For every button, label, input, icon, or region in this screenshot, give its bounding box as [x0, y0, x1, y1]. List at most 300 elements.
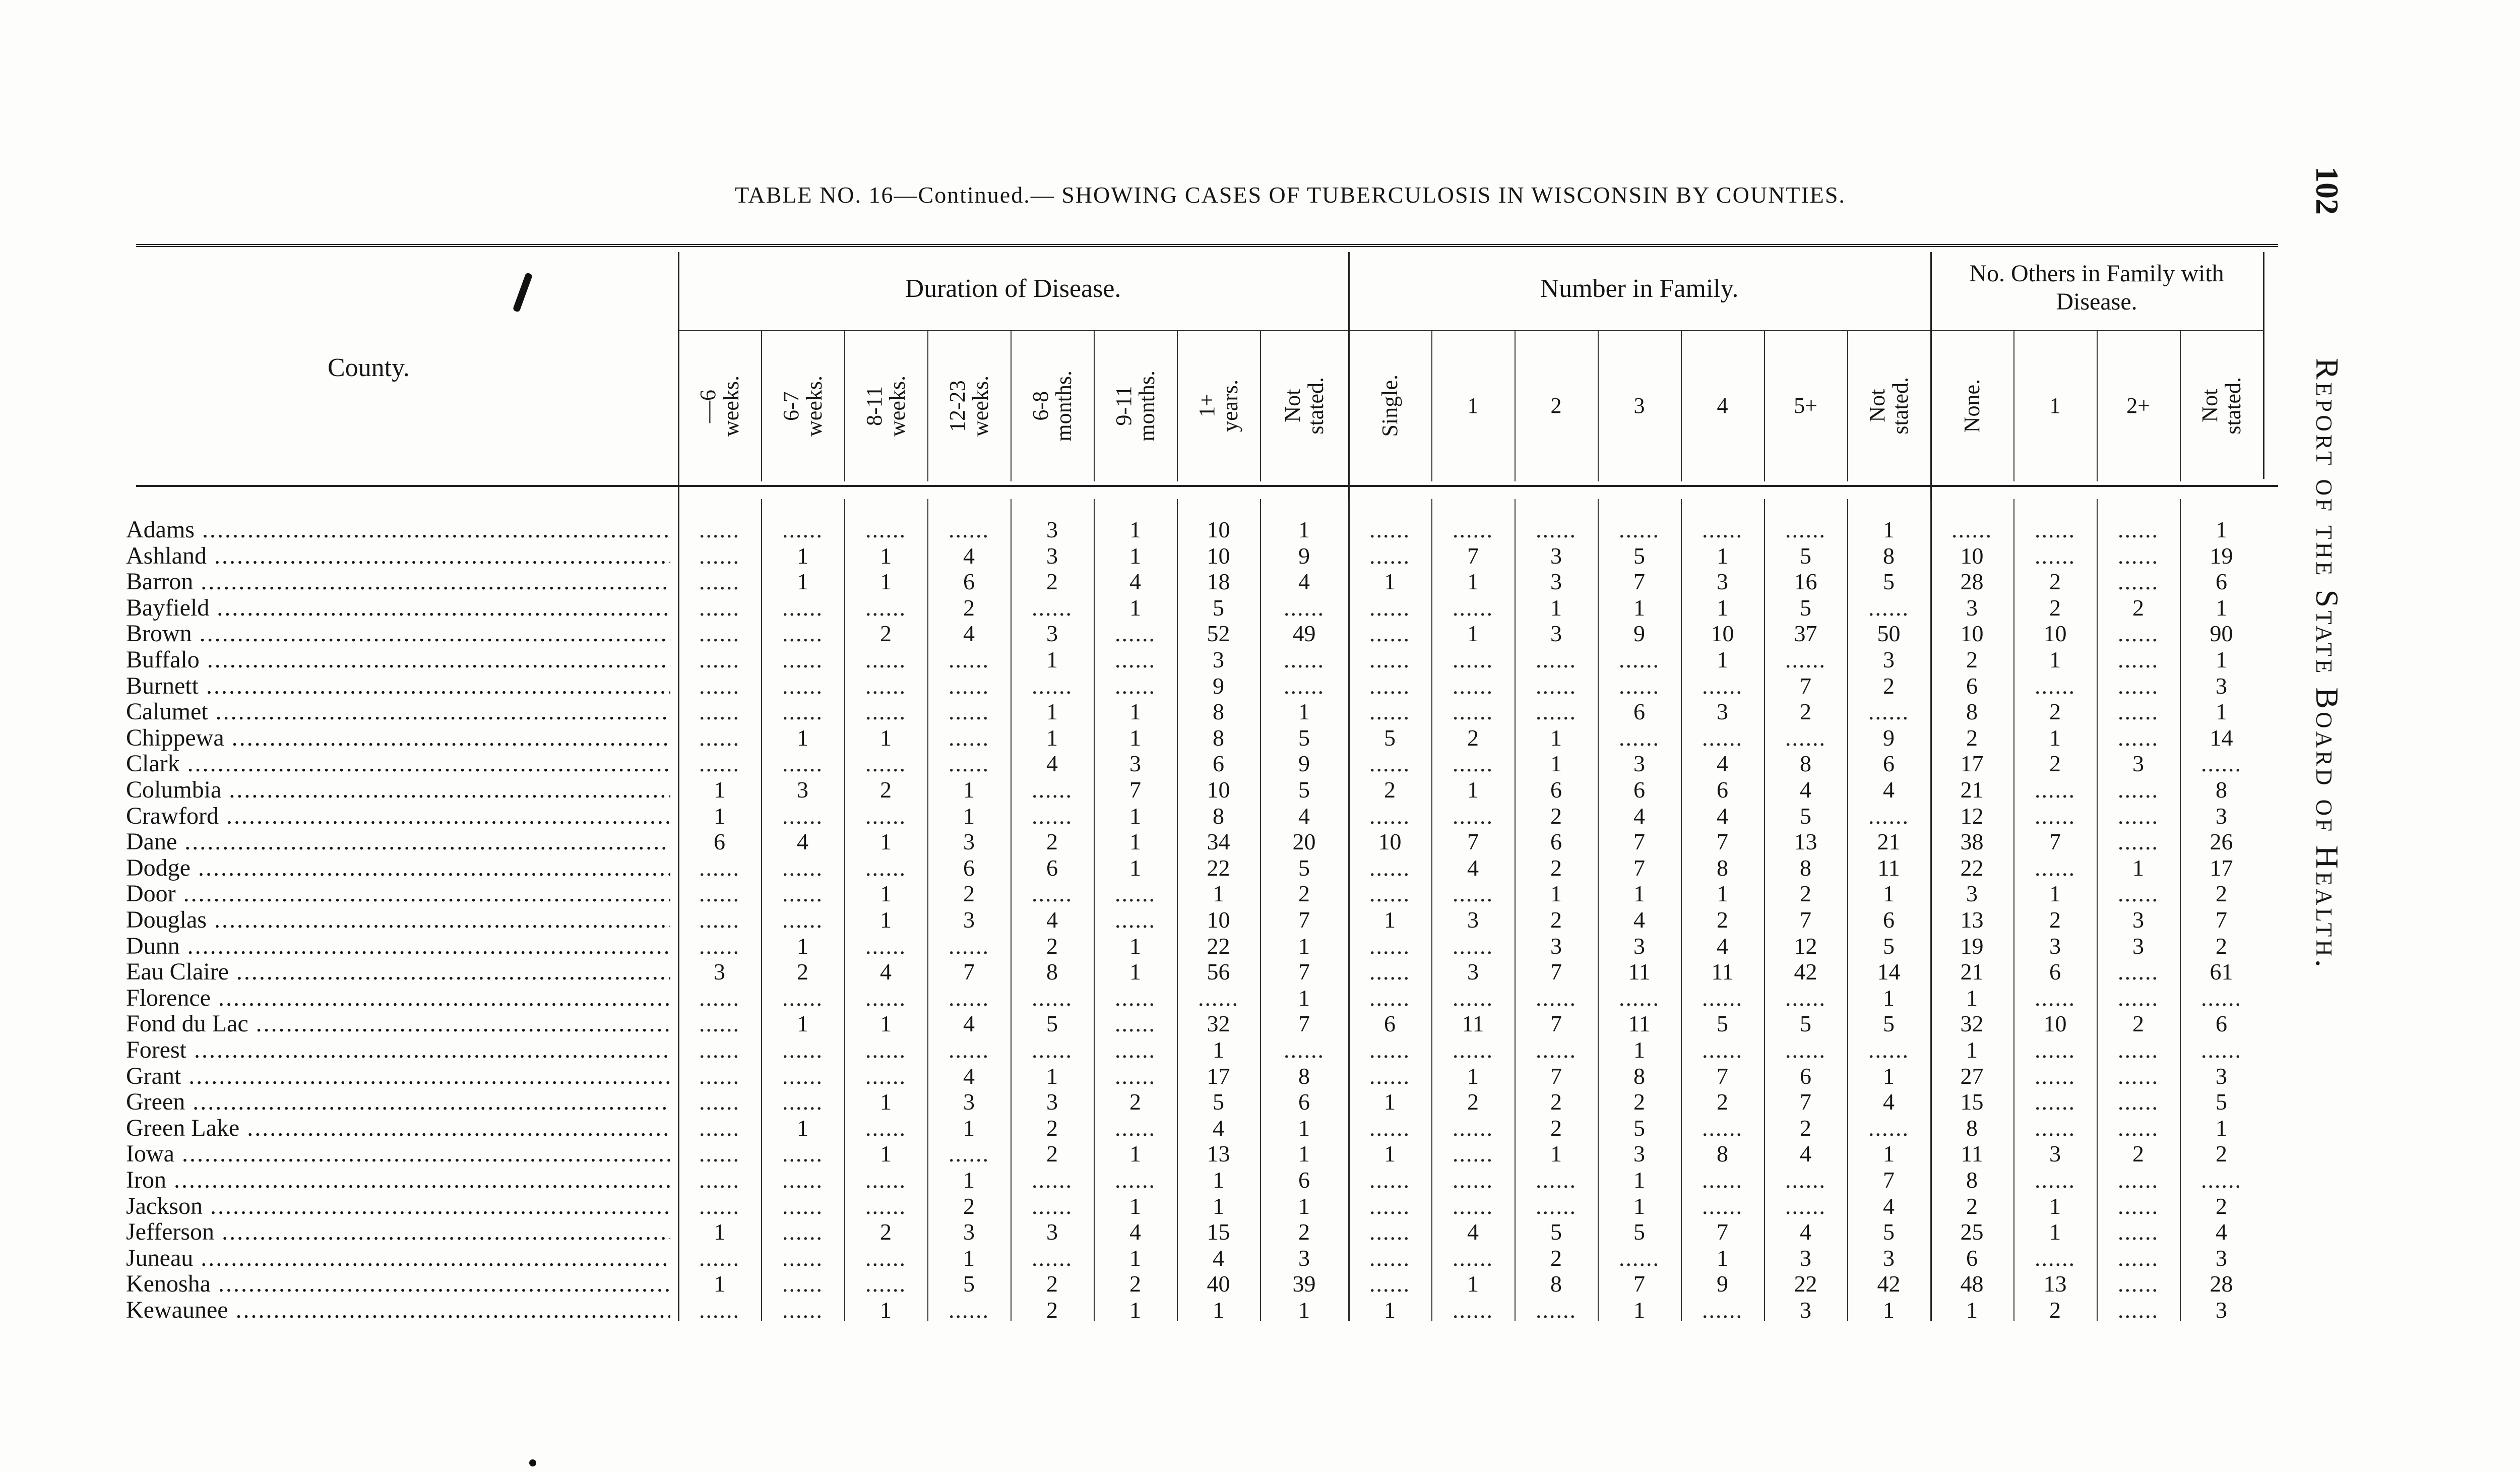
table-cell: 3 — [963, 1219, 975, 1245]
table-cell: 2 — [2049, 699, 2061, 725]
table-cell: ...... — [2118, 621, 2159, 647]
table-cell: 37 — [1794, 621, 1817, 647]
column-rule — [1598, 330, 1599, 481]
table-cell: 1 — [1298, 985, 1310, 1011]
column-header — [1515, 333, 1598, 479]
column-header — [761, 333, 844, 479]
table-cell: 10 — [1960, 621, 1984, 647]
table-cell: 3 — [2216, 1063, 2227, 1089]
table-cell: 3 — [1633, 1141, 1645, 1167]
table-cell: 6 — [1883, 907, 1895, 933]
table-cell: 1 — [1384, 907, 1396, 933]
table-cell: 5 — [1800, 1011, 1811, 1037]
table-cell: 1 — [1129, 594, 1141, 621]
table-cell: ...... — [1369, 1271, 1410, 1297]
table-cell: 2 — [1550, 803, 1562, 829]
table-cell: ...... — [2201, 751, 2242, 777]
body-column-rule — [927, 499, 928, 1321]
table-cell: 7 — [1298, 907, 1310, 933]
table-cell: ...... — [1453, 699, 1493, 725]
table-cell: ...... — [699, 542, 740, 569]
table-cell: 1 — [1467, 569, 1479, 595]
table-cell: 2 — [880, 777, 892, 803]
table-cell: ...... — [2035, 1063, 2075, 1089]
column-header-label: 2+ — [2126, 393, 2150, 418]
county-name: Jackson ..... — [126, 1193, 670, 1219]
table-cell: ...... — [1369, 1037, 1410, 1063]
table-cell: 2 — [2049, 1297, 2061, 1323]
ink-speck — [529, 1459, 536, 1466]
table-cell: ...... — [2118, 985, 2159, 1011]
table-cell: 4 — [1800, 777, 1811, 803]
table-cell: 4 — [1717, 933, 1728, 959]
table-cell: 34 — [1207, 829, 1230, 855]
table-cell: 2 — [1467, 724, 1479, 751]
table-cell: 1 — [1298, 699, 1310, 725]
table-cell: ...... — [1032, 985, 1073, 1011]
table-cell: ...... — [1198, 985, 1239, 1011]
column-header — [2180, 333, 2263, 479]
table-cell: ...... — [1369, 672, 1410, 699]
table-cell: 1 — [1467, 621, 1479, 647]
table-cell: 2 — [963, 881, 975, 907]
table-cell: 3 — [1800, 1245, 1811, 1271]
table-cell: 1 — [797, 1115, 808, 1141]
table-cell: ...... — [2118, 1271, 2159, 1297]
county-name: Fond du Lac ..... — [126, 1011, 670, 1037]
table-cell: 4 — [1633, 803, 1645, 829]
table-cell: 48 — [1960, 1271, 1984, 1297]
table-cell: 1 — [2049, 724, 2061, 751]
table-cell: ...... — [865, 672, 906, 699]
table-cell: 1 — [1046, 724, 1058, 751]
table-cell: ...... — [865, 647, 906, 672]
county-name: Iron ..... — [126, 1167, 670, 1193]
column-header-label: 1+ years. — [1194, 380, 1242, 432]
body-column-rule — [844, 499, 845, 1321]
table-cell: ...... — [865, 517, 906, 542]
table-cell: ...... — [2201, 1037, 2242, 1063]
table-row — [0, 1115, 2278, 1141]
table-cell: ...... — [1453, 1297, 1493, 1323]
column-rule — [844, 330, 845, 481]
table-cell: ...... — [2118, 1115, 2159, 1141]
table-cell: 4 — [963, 542, 975, 569]
column-rule — [761, 330, 762, 481]
table-cell: 9 — [1633, 621, 1645, 647]
table-cell: 1 — [1384, 1297, 1396, 1323]
county-name: Jefferson ..... — [126, 1219, 670, 1245]
table-cell: 1 — [1129, 829, 1141, 855]
table-cell: ...... — [1702, 517, 1743, 542]
table-cell: 2 — [1046, 1271, 1058, 1297]
county-header: County. — [328, 353, 410, 382]
table-cell: 3 — [1633, 751, 1645, 777]
table-cell: ...... — [1702, 672, 1743, 699]
table-cell: ...... — [1785, 1193, 1826, 1219]
table-cell: ...... — [1453, 1245, 1493, 1271]
table-cell: 2 — [1717, 907, 1728, 933]
table-cell: ...... — [699, 933, 740, 959]
table-cell: ...... — [1032, 881, 1073, 907]
table-cell: ...... — [865, 985, 906, 1011]
column-rule — [1260, 330, 1261, 481]
table-row — [0, 1063, 2278, 1089]
table-cell: ...... — [949, 1297, 989, 1323]
table-cell: ...... — [865, 1193, 906, 1219]
table-cell: 2 — [2049, 569, 2061, 595]
table-cell: 25 — [1960, 1219, 1984, 1245]
running-head — [2288, 166, 2389, 1225]
table-cell: ...... — [1619, 517, 1660, 542]
table-cell: 1 — [1883, 1297, 1895, 1323]
table-cell: 3 — [1966, 594, 1978, 621]
table-cell: 6 — [1550, 829, 1562, 855]
table-row — [0, 517, 2278, 543]
table-cell: 1 — [1129, 1193, 1141, 1219]
county-name: Brown ..... — [126, 621, 670, 647]
table-cell: 2 — [2049, 594, 2061, 621]
table-cell: ...... — [1115, 907, 1156, 933]
body-column-rule — [1930, 499, 1931, 1321]
table-cell: 11 — [1877, 854, 1900, 881]
table-cell: ...... — [699, 647, 740, 672]
table-row — [0, 1219, 2278, 1245]
table-cell: 3 — [1046, 542, 1058, 569]
table-cell: ...... — [1115, 1037, 1156, 1063]
table-row — [0, 1037, 2278, 1063]
county-name: Dunn ..... — [126, 933, 670, 959]
table-cell: 7 — [1717, 1219, 1728, 1245]
table-cell: 9 — [1213, 672, 1224, 699]
table-cell: 1 — [1633, 1297, 1645, 1323]
table-cell: 4 — [797, 829, 808, 855]
table-cell: 1 — [880, 1297, 892, 1323]
table-cell: 7 — [1467, 829, 1479, 855]
table-cell: ...... — [2201, 985, 2242, 1011]
table-cell: ...... — [1453, 1141, 1493, 1167]
table-cell: 6 — [2216, 569, 2227, 595]
county-name: Green ..... — [126, 1089, 670, 1115]
table-cell: 6 — [1384, 1011, 1396, 1037]
table-cell: ...... — [1619, 985, 1660, 1011]
table-cell: 3 — [1298, 1245, 1310, 1271]
table-cell: 2 — [1550, 1115, 1562, 1141]
table-cell: 1 — [1213, 1193, 1224, 1219]
table-cell: ...... — [1453, 1037, 1493, 1063]
county-name: Green Lake ..... — [126, 1115, 670, 1141]
table-cell: ...... — [1619, 672, 1660, 699]
table-cell: 5 — [1717, 1011, 1728, 1037]
table-cell: 1 — [797, 1011, 808, 1037]
table-row — [0, 803, 2278, 829]
table-cell: ...... — [1702, 724, 1743, 751]
table-cell: ...... — [699, 1037, 740, 1063]
table-cell: 19 — [2210, 542, 2233, 569]
table-cell: 1 — [1633, 1037, 1645, 1063]
table-cell: 8 — [1633, 1063, 1645, 1089]
column-header-label: 8-11 weeks. — [861, 375, 910, 437]
column-rule — [1094, 330, 1095, 481]
table-cell: ...... — [1785, 517, 1826, 542]
table-cell: 7 — [1800, 907, 1811, 933]
table-cell: 2 — [1966, 724, 1978, 751]
table-cell: 5 — [1883, 1011, 1895, 1037]
body-column-rule — [1431, 499, 1432, 1321]
table-row — [0, 1089, 2278, 1115]
column-header-label: 6-7 weeks. — [778, 375, 827, 437]
table-cell: 6 — [963, 569, 975, 595]
body-column-rule — [761, 499, 762, 1321]
column-header-label: —6 weeks. — [695, 375, 743, 437]
table-cell: 1 — [880, 1011, 892, 1037]
table-cell: 3 — [1046, 1219, 1058, 1245]
table-cell: ...... — [1369, 751, 1410, 777]
table-cell: 49 — [1292, 621, 1316, 647]
column-header — [1260, 333, 1348, 479]
column-header — [1598, 333, 1681, 479]
column-header-label: Not stated. — [2197, 377, 2245, 435]
table-cell: 1 — [1129, 803, 1141, 829]
table-cell: 4 — [1467, 854, 1479, 881]
table-cell: 8 — [1213, 803, 1224, 829]
table-cell: 10 — [2043, 1011, 2067, 1037]
table-cell: 3 — [1717, 699, 1728, 725]
table-cell: 7 — [1717, 1063, 1728, 1089]
body-column-rule — [1681, 499, 1682, 1321]
county-name: Florence ..... — [126, 985, 670, 1011]
table-cell: 5 — [1633, 542, 1645, 569]
table-cell: ...... — [2035, 1037, 2075, 1063]
table-cell: 2 — [1717, 1089, 1728, 1115]
group-underline — [678, 330, 1348, 331]
table-cell: ...... — [1369, 854, 1410, 881]
table-cell: 2 — [2049, 907, 2061, 933]
table-cell: 7 — [1550, 1063, 1562, 1089]
table-cell: 2 — [1966, 1193, 1978, 1219]
table-cell: ...... — [865, 933, 906, 959]
table-cell: ...... — [1702, 1115, 1743, 1141]
table-cell: 1 — [1883, 517, 1895, 542]
table-row — [0, 1297, 2278, 1323]
table-cell: 3 — [1129, 751, 1141, 777]
table-cell: 1 — [963, 777, 975, 803]
table-row — [0, 985, 2278, 1011]
table-cell: 4 — [1213, 1115, 1224, 1141]
table-cell: 1 — [1046, 647, 1058, 672]
table-cell: ...... — [1785, 1167, 1826, 1193]
table-cell: 1 — [714, 777, 725, 803]
body-column-rule — [1764, 499, 1765, 1321]
table-cell: ...... — [1868, 1037, 1909, 1063]
table-cell: ...... — [949, 1141, 989, 1167]
table-cell: 4 — [1883, 1089, 1895, 1115]
table-cell: ...... — [2035, 1089, 2075, 1115]
table-cell: 1 — [880, 881, 892, 907]
table-cell: 1 — [1883, 1063, 1895, 1089]
body-column-rule — [2013, 499, 2014, 1321]
table-cell: 52 — [1207, 621, 1230, 647]
table-cell: ...... — [1115, 881, 1156, 907]
table-cell: 3 — [2216, 1245, 2227, 1271]
county-name: Adams ..... — [126, 517, 670, 543]
table-cell: 1 — [1883, 985, 1895, 1011]
table-cell: 2 — [2049, 751, 2061, 777]
table-cell: 4 — [963, 1011, 975, 1037]
table-cell: ...... — [1115, 621, 1156, 647]
table-cell: ...... — [1619, 647, 1660, 672]
table-cell: 20 — [1292, 829, 1316, 855]
table-cell: 2 — [2132, 1011, 2144, 1037]
group-header: Duration of Disease. — [905, 274, 1121, 303]
county-name: Dodge ..... — [126, 855, 670, 881]
table-cell: ...... — [1032, 672, 1073, 699]
table-cell: ...... — [865, 1037, 906, 1063]
table-cell: 22 — [1794, 1271, 1817, 1297]
table-cell: ...... — [699, 1193, 740, 1219]
table-cell: 8 — [1213, 699, 1224, 725]
table-cell: 21 — [1960, 959, 1984, 985]
table-cell: 1 — [963, 1115, 975, 1141]
table-row — [0, 959, 2278, 985]
table-cell: ...... — [1369, 959, 1410, 985]
table-cell: 8 — [1966, 1167, 1978, 1193]
table-cell: 7 — [1298, 959, 1310, 985]
table-cell: 2 — [2216, 1193, 2227, 1219]
table-cell: 5 — [1800, 803, 1811, 829]
table-cell: 2 — [1467, 1089, 1479, 1115]
table-cell: ...... — [1619, 724, 1660, 751]
table-cell: 6 — [1550, 777, 1562, 803]
table-cell: 1 — [1129, 1297, 1141, 1323]
table-cell: ...... — [699, 881, 740, 907]
table-cell: 8 — [1717, 1141, 1728, 1167]
table-cell: 8 — [1298, 1063, 1310, 1089]
table-cell: 8 — [1966, 1115, 1978, 1141]
table-cell: ...... — [865, 1115, 906, 1141]
county-name: Juneau ..... — [126, 1245, 670, 1271]
table-cell: 8 — [1966, 699, 1978, 725]
table-cell: ...... — [699, 672, 740, 699]
table-cell: 26 — [2210, 829, 2233, 855]
column-header — [1348, 333, 1431, 479]
table-cell: 3 — [1550, 569, 1562, 595]
table-cell: 11 — [1628, 959, 1651, 985]
table-cell: ...... — [1536, 647, 1577, 672]
table-row — [0, 621, 2278, 647]
table-cell: ...... — [1284, 1037, 1325, 1063]
table-cell: ...... — [1115, 985, 1156, 1011]
table-row — [0, 647, 2278, 673]
table-cell: 9 — [1717, 1271, 1728, 1297]
table-cell: 1 — [880, 724, 892, 751]
table-cell: 1 — [1384, 569, 1396, 595]
table-cell: 10 — [1207, 777, 1230, 803]
body-column-rule — [1177, 499, 1178, 1321]
table-cell: ...... — [1115, 672, 1156, 699]
table-cell: 4 — [1883, 1193, 1895, 1219]
column-header — [678, 333, 761, 479]
table-cell: ...... — [2118, 1089, 2159, 1115]
table-cell: ...... — [1453, 517, 1493, 542]
table-cell: 3 — [1717, 569, 1728, 595]
table-cell: ...... — [782, 803, 823, 829]
group-header: Number in Family. — [1540, 274, 1739, 303]
table-cell: 1 — [1717, 647, 1728, 672]
table-cell: ...... — [1369, 985, 1410, 1011]
table-cell: ...... — [865, 751, 906, 777]
table-cell: ...... — [2118, 1063, 2159, 1089]
table-cell: 2 — [1550, 1245, 1562, 1271]
table-cell: 2 — [880, 621, 892, 647]
table-cell: 5 — [1384, 724, 1396, 751]
table-cell: ...... — [1536, 1193, 1577, 1219]
table-cell: 10 — [1207, 542, 1230, 569]
table-cell: 28 — [1960, 569, 1984, 595]
table-cell: ...... — [1453, 803, 1493, 829]
table-cell: ...... — [1453, 881, 1493, 907]
table-cell: 5 — [2216, 1089, 2227, 1115]
table-cell: 2 — [2216, 1141, 2227, 1167]
table-cell: 1 — [2216, 594, 2227, 621]
column-rule — [1431, 330, 1432, 481]
table-cell: ...... — [699, 724, 740, 751]
table-cell: ...... — [2118, 777, 2159, 803]
table-cell: 2 — [1129, 1271, 1141, 1297]
table-cell: 3 — [1046, 621, 1058, 647]
table-cell: ...... — [865, 1167, 906, 1193]
table-cell: ...... — [699, 907, 740, 933]
table-cell: 6 — [1046, 854, 1058, 881]
table-cell: 5 — [1550, 1219, 1562, 1245]
table-cell: 3 — [797, 777, 808, 803]
county-name: Chippewa ..... — [126, 725, 670, 751]
table-cell: ...... — [2035, 803, 2075, 829]
table-cell: ...... — [1115, 1167, 1156, 1193]
column-rule — [927, 330, 928, 481]
table-cell: ...... — [782, 1089, 823, 1115]
table-cell: 10 — [2043, 621, 2067, 647]
table-cell: ...... — [1369, 1115, 1410, 1141]
table-row — [0, 1271, 2278, 1297]
table-cell: 6 — [2216, 1011, 2227, 1037]
table-cell: 1 — [797, 542, 808, 569]
table-cell: ...... — [2118, 829, 2159, 855]
body-column-rule — [2180, 499, 2181, 1321]
table-cell: ...... — [1868, 594, 1909, 621]
table-cell: 16 — [1794, 569, 1817, 595]
table-cell: 2 — [1129, 1089, 1141, 1115]
county-name: Columbia ..... — [126, 777, 670, 803]
table-cell: 1 — [2216, 699, 2227, 725]
table-cell: ...... — [1536, 699, 1577, 725]
body-column-rule — [1515, 499, 1516, 1321]
column-rule — [1847, 330, 1848, 481]
table-cell: 1 — [963, 803, 975, 829]
table-row — [0, 1167, 2278, 1193]
table-row — [0, 751, 2278, 777]
table-cell: ...... — [1702, 1037, 1743, 1063]
table-cell: 7 — [2049, 829, 2061, 855]
table-cell: ...... — [1032, 1037, 1073, 1063]
table-cell: 8 — [1213, 724, 1224, 751]
table-cell: 13 — [1960, 907, 1984, 933]
table-cell: ...... — [1453, 751, 1493, 777]
column-rule — [1177, 330, 1178, 481]
table-cell: 2 — [1298, 1219, 1310, 1245]
table-cell: ...... — [1369, 933, 1410, 959]
table-cell: 1 — [1129, 933, 1141, 959]
